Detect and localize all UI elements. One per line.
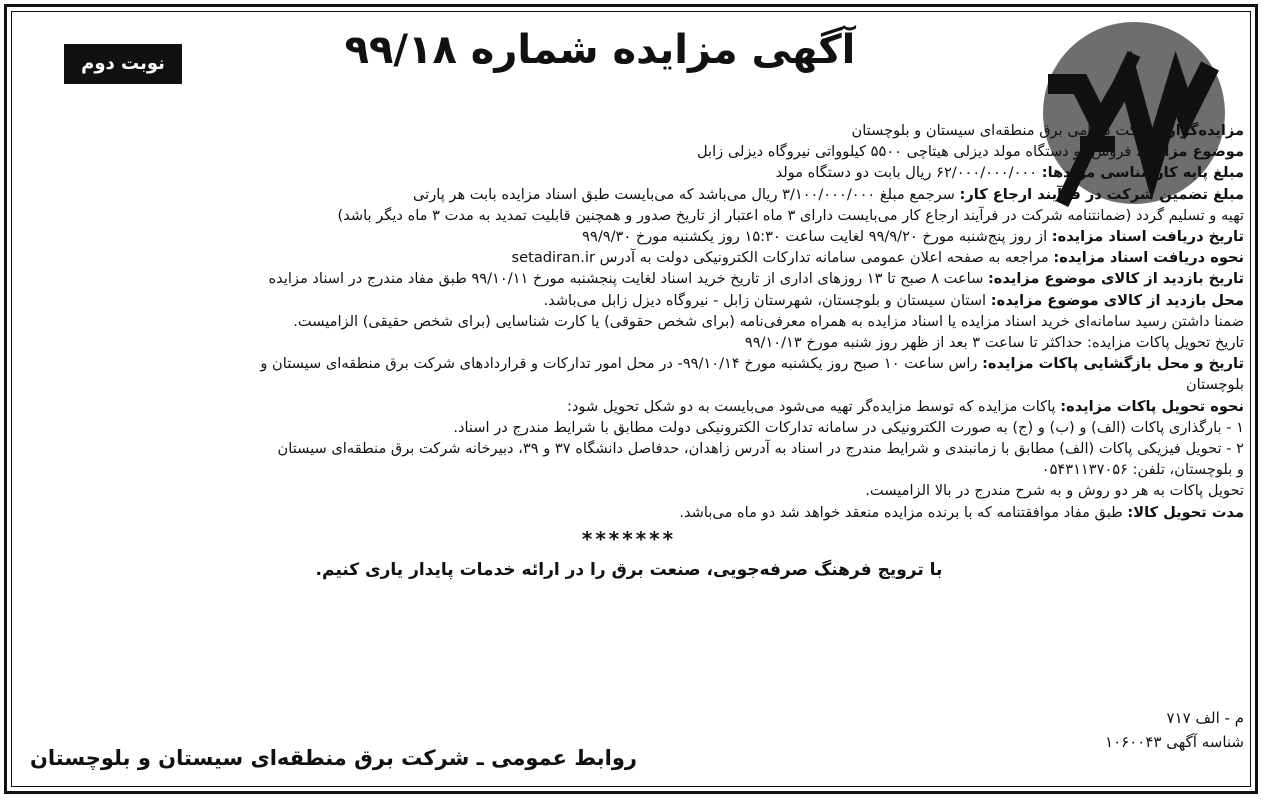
ad-line-text: ۲ - تحویل فیزیکی پاکات (الف) مطابق با زمانبندی و شرایط مندرج در اسناد به آدرس زاهدان، حدفاصل دانشگاه ۳۷ و ۳۹، دبیرخانه شرکت برق منطقه‌ای سیستان bbox=[277, 440, 1244, 458]
second-round-badge: نوبت دوم bbox=[64, 44, 182, 84]
ad-id: شناسه آگهی ۱۰۶۰۰۴۳ bbox=[1105, 733, 1244, 751]
ad-line-text: پاکات مزایده که توسط مزایده‌گر تهیه می‌شود می‌بایست به دو شکل تحویل شود: bbox=[567, 397, 1061, 415]
ad-line bbox=[14, 162, 1244, 183]
ad-line-text: مراجعه به صفحه اعلان عمومی سامانه تدارکات الکترونیکی دولت به آدرس setadiran.ir bbox=[511, 249, 1054, 267]
ad-line bbox=[14, 290, 1244, 311]
ad-line bbox=[14, 205, 1244, 226]
ad-line-label: نحوه دریافت اسناد مزایده: bbox=[1053, 249, 1244, 267]
ad-line-text: ضمنا داشتن رسید سامانه‌ای خرید اسناد مزایده یا اسناد مزایده به همراه معرفی‌نامه (برای شخص حقوقی) یا کارت شناسایی (برای شخص حقیقی) الزامیست. bbox=[293, 312, 1244, 330]
ad-line bbox=[14, 247, 1244, 268]
ad-line bbox=[14, 417, 1244, 438]
public-relations-signature: روابط عمومی ـ شرکت برق منطقه‌ای سیستان و بلوچستان bbox=[30, 746, 637, 770]
ad-line bbox=[14, 141, 1244, 162]
ad-line-label: مدت تحویل کالا: bbox=[1127, 503, 1244, 521]
ad-line bbox=[14, 480, 1244, 501]
ad-line-text: از روز پنج‌شنبه مورخ ۹۹/۹/۲۰ لغایت ساعت ۱۵:۳۰ روز یکشنبه مورخ ۹۹/۹/۳۰ bbox=[582, 228, 1052, 246]
ad-line bbox=[14, 311, 1244, 332]
ad-line-label: مبلغ پایه کارشناسی مولدها: bbox=[1041, 164, 1244, 182]
ad-line-text: ۱ - بارگذاری پاکات (الف) و (ب) و (ج) به صورت الکترونیکی در سامانه تدارکات الکترونیکی دولت مطابق با شرایط مندرج در اسناد. bbox=[453, 418, 1244, 436]
separator-stars: ******* bbox=[581, 526, 677, 551]
ad-line-text: ساعت ۸ صبح تا ۱۳ روزهای اداری از تاریخ خرید اسناد لغایت پنجشنبه مورخ ۹۹/۱۰/۱۱ طبق مفاد مندرج در اسناد مزایده bbox=[268, 270, 988, 288]
ad-line bbox=[14, 374, 1244, 395]
ad-line-text: بلوچستان bbox=[1185, 376, 1244, 394]
ad-line-text: تهیه و تسلیم گردد (ضمانتنامه شرکت در فرآیند ارجاع کار می‌بایست دارای ۳ ماه اعتبار از تاریخ صدور و همچنین قابلیت تمدید به مدت ۳ ماه دیگر باشد) bbox=[337, 206, 1244, 224]
ad-line-text: ۶۲/۰۰۰/۰۰۰/۰۰۰ ریال بابت دو دستگاه مولد bbox=[775, 164, 1042, 182]
ad-line-label: نحوه تحویل پاکات مزایده: bbox=[1060, 397, 1244, 415]
ad-line-label: موضوع مزایده: bbox=[1136, 143, 1244, 161]
ad-line-label: محل بازدید از کالای موضوع مزایده: bbox=[990, 291, 1244, 309]
ad-line-text: سرجمع مبلغ ۳/۱۰۰/۰۰۰/۰۰۰ ریال می‌باشد که می‌بایست طبق اسناد مزایده بابت هر پارتی bbox=[412, 185, 960, 203]
ad-line bbox=[14, 459, 1244, 480]
closing-slogan: با ترویج فرهنگ صرفه‌جویی، صنعت برق را در ارائه خدمات پایدار یاری کنیم. bbox=[315, 560, 943, 581]
ad-line-text: و بلوچستان، تلفن: ۰۵۴۳۱۱۳۷۰۵۶ bbox=[1041, 461, 1244, 479]
ad-line-label: تاریخ بازدید از کالای موضوع مزایده: bbox=[987, 270, 1244, 288]
ad-line bbox=[14, 226, 1244, 247]
ad-line bbox=[14, 184, 1244, 205]
ad-line bbox=[14, 268, 1244, 289]
ad-line-label: تاریخ دریافت اسناد مزایده: bbox=[1051, 228, 1244, 246]
ad-line bbox=[14, 332, 1244, 353]
ad-line bbox=[14, 120, 1244, 141]
ad-line-text: تحویل پاکات به هر دو روش و به شرح مندرج در بالا الزامیست. bbox=[865, 482, 1244, 500]
ad-line-text: تاریخ تحویل پاکات مزایده: حداکثر تا ساعت ۳ بعد از ظهر روز شنبه مورخ ۹۹/۱۰/۱۳ bbox=[744, 334, 1244, 352]
ad-code: م - الف ۷۱۷ bbox=[1166, 709, 1244, 727]
ad-footer bbox=[1105, 706, 1244, 754]
ad-line-text: طبق مفاد موافقتنامه که با برنده مزایده منعقد خواهد شد دو ماه می‌باشد. bbox=[679, 503, 1128, 521]
ad-line-label: مزایده‌گزار: bbox=[1161, 122, 1244, 139]
page-title: آگهی مزایده شماره ۹۹/۱۸ bbox=[344, 27, 856, 73]
ad-line-text: فروش دو دستگاه مولد دیزلی هیتاچی ۵۵۰۰ کیلوواتی نیروگاه دیزلی زابل bbox=[697, 143, 1137, 161]
ad-line-text: راس ساعت ۱۰ صبح روز یکشنبه مورخ ۹۹/۱۰/۱۴- در محل امور تدارکات و قراردادهای شرکت برق منطقه‌ای سیستان و bbox=[260, 355, 983, 373]
ad-line bbox=[14, 502, 1244, 523]
ad-line-label: مبلغ تضمین شرکت در فرآیند ارجاع کار: bbox=[959, 185, 1244, 203]
ad-line bbox=[14, 438, 1244, 459]
ad-line bbox=[14, 396, 1244, 417]
ad-line-text: استان سیستان و بلوچستان، شهرستان زابل - نیروگاه دیزل زابل می‌باشد. bbox=[543, 291, 991, 309]
ad-line-text: شرکت سهامی برق منطقه‌ای سیستان و بلوچستان bbox=[851, 122, 1162, 139]
ad-line-label: تاریخ و محل بازگشایی پاکات مزایده: bbox=[982, 355, 1244, 373]
ad-line bbox=[14, 353, 1244, 374]
ad-body bbox=[14, 120, 1244, 581]
